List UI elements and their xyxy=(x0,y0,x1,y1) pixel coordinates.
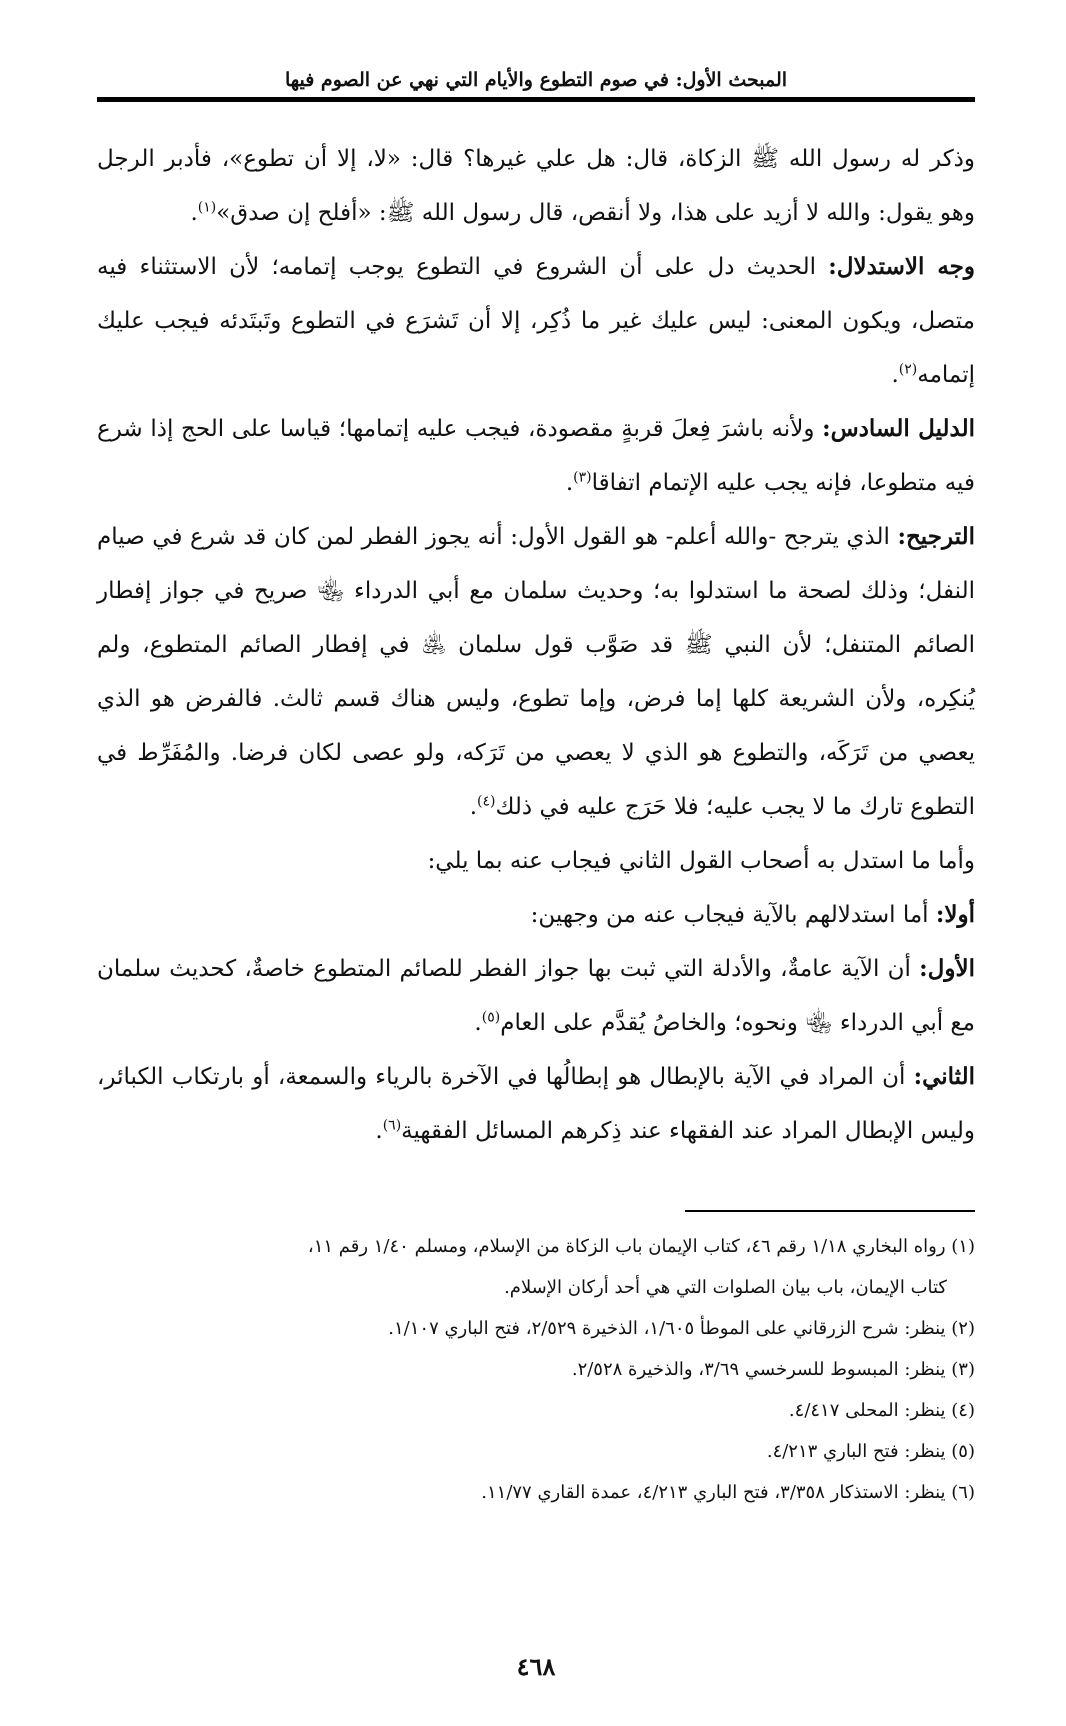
footnote-item xyxy=(97,1308,975,1349)
paragraph-text: وذكر له رسول الله ﷺ الزكاة، قال: هل علي غيرها؟ قال: «لا، إلا أن تطوع»، فأدبر الرجل وهو يقول: والله لا أزيد على هذا، ولا أنقص، قال رسول الله ﷺ: «أفلح إن صدق» xyxy=(97,146,975,226)
paragraph-text: أما استدلالهم بالآية فيجاب عنه من وجهين: xyxy=(530,902,936,928)
paragraph-hadith-continuation: وذكر له رسول الله ﷺ الزكاة، قال: هل علي غيرها؟ قال: «لا، إلا أن تطوع»، فأدبر الرجل وهو يقول: والله لا أزيد على هذا، ولا أنقص، قال رسول الله ﷺ: «أفلح إن صدق»$^{(١)}$. xyxy=(97,146,975,226)
paragraph-text: الذي يترجح -والله أعلم- هو القول الأول: أنه يجوز الفطر لمن كان قد شرع في صيام النفل؛ وذلك لصحة ما استدلوا به؛ وحديث سلمان مع أبي الدرداء ﵄ صريح في جواز إفطار الصائم المتنفل؛ لأن النبي ﷺ قد صَوَّب قول سلمان ﵁ في إفطار الصائم المتطوع، ولم يُنكِره، ولأن الشريعة كلها إما فرض، وإما تطوع، وليس هناك قسم ثالث. فالفرض هو الذي يعصي من تَرَكَه، والتطوع هو الذي لا يعصي من تَرَكه، ولو عصى لكان فرضا. والمُفَرِّط في التطوع تارك ما لا يجب عليه؛ فلا حَرَج عليه في ذلك xyxy=(97,524,975,820)
header-rule xyxy=(97,97,975,102)
footnote-text: ينظر: شرح الزرقاني على الموطأ ١/٦٠٥، الذخيرة ٢/٥٢٩، فتح الباري ١/١٠٧. xyxy=(388,1318,946,1339)
paragraph-term: أولا: xyxy=(935,901,975,928)
footnote-text: ينظر: المحلى ٤/٤١٧. xyxy=(788,1400,946,1421)
footnote-number: (١) xyxy=(951,1236,975,1257)
paragraph-text: أن المراد في الآية بالإبطال هو إبطالُها في الآخرة بالرياء والسمعة، أو بارتكاب الكبائر، وليس الإبطال المراد عند الفقهاء عند ذِكرهم المسائل الفقهية xyxy=(97,1064,975,1144)
footnote-number: (٣) xyxy=(951,1359,975,1380)
paragraph-second-aspect: الثاني: أن المراد في الآية بالإبطال هو إبطالُها في الآخرة بالرياء والسمعة، أو بارتكاب الكبائر، وليس الإبطال المراد عند الفقهاء عند ذِكرهم المسائل الفقهية$^{(٦)}$. xyxy=(97,1063,975,1144)
paragraph-term: الأول: xyxy=(919,955,975,982)
footnotes xyxy=(97,1226,975,1513)
footnote-number: (٥) xyxy=(951,1441,975,1462)
paragraph-text: أن الآية عامةٌ، والأدلة التي ثبت بها جواز الفطر للصائم المتطوع خاصةٌ، كحديث سلمان مع أبي الدرداء ﵄ ونحوه؛ والخاصُ يُقدَّم على العام xyxy=(97,956,975,1036)
footnote-item xyxy=(97,1226,975,1308)
footnote-ref[interactable]: (٥) xyxy=(481,1009,501,1026)
footnote-text: ينظر: الاستذكار ٣/٣٥٨، فتح الباري ٤/٢١٣، عمدة القاري ١١/٧٧. xyxy=(481,1482,946,1503)
paragraph-first-aspect: الأول: أن الآية عامةٌ، والأدلة التي ثبت بها جواز الفطر للصائم المتطوع خاصةٌ، كحديث سلمان مع أبي الدرداء ﵄ ونحوه؛ والخاصُ يُقدَّم على العام$^{(٥)}$. xyxy=(97,955,975,1036)
footnote-number: (٢) xyxy=(951,1318,975,1339)
paragraph-text: وأما ما استدل به أصحاب القول الثاني فيجاب عنه بما يلي: xyxy=(427,848,975,874)
paragraph-wajh-al-istidlal: وجه الاستدلال: الحديث دل على أن الشروع في التطوع يوجب إتمامه؛ لأن الاستثناء فيه متصل، ويكون المعنى: ليس عليك غير ما ذُكِر، إلا أن تَشرَع في التطوع وتَبتَدئه فيجب عليك إتمامه$^{(٢)}$. xyxy=(97,253,975,388)
paragraph-tarjih: الترجيح: الذي يترجح -والله أعلم- هو القول الأول: أنه يجوز الفطر لمن كان قد شرع في صيام النفل؛ وذلك لصحة ما استدلوا به؛ وحديث سلمان مع أبي الدرداء ﵄ صريح في جواز إفطار الصائم المتنفل؛ لأن النبي ﷺ قد صَوَّب قول سلمان ﵁ في إفطار الصائم المتطوع، ولم يُنكِره، ولأن الشريعة كلها إما فرض، وإما تطوع، وليس هناك قسم ثالث. فالفرض هو الذي يعصي من تَرَكَه، والتطوع هو الذي لا يعصي من تَرَكه، ولو عصى لكان فرضا. والمُفَرِّط في التطوع تارك ما لا يجب عليه؛ فلا حَرَج عليه في ذلك$^{(٤)}$. xyxy=(97,523,975,820)
paragraph-term: الدليل السادس: xyxy=(822,415,975,442)
footnote-number: (٤) xyxy=(951,1400,975,1421)
page-number: ٤٦٨ xyxy=(516,1652,556,1681)
footnote-rule xyxy=(685,1210,975,1212)
document-page xyxy=(97,64,975,1704)
footnote-ref[interactable]: (٤) xyxy=(477,793,496,810)
footnote-item xyxy=(97,1472,975,1513)
paragraph-sixth-evidence: الدليل السادس: ولأنه باشرَ فِعلَ قربةٍ مقصودة، فيجب عليه إتمامها؛ قياسا على الحج إذا شرع فيه متطوعا، فإنه يجب عليه الإتمام اتفاقا$^{(٣)}$. xyxy=(97,415,975,496)
footnote-ref[interactable]: (٣) xyxy=(573,469,592,486)
footnote-ref[interactable]: (١) xyxy=(197,199,217,216)
footnote-text: رواه البخاري ١/١٨ رقم ٤٦، كتاب الإيمان باب الزكاة من الإسلام، ومسلم ١/٤٠ رقم ١١، xyxy=(307,1236,946,1257)
footnote-continuation: كتاب الإيمان، باب بيان الصلوات التي هي أحد أركان الإسلام. xyxy=(504,1277,947,1298)
footnote-number: (٦) xyxy=(951,1482,975,1503)
footnote-item xyxy=(97,1349,975,1390)
paragraph-first-point xyxy=(97,888,975,942)
footnote-ref[interactable]: (٢) xyxy=(898,361,918,378)
footnote-item xyxy=(97,1431,975,1472)
footnote-item xyxy=(97,1390,975,1431)
paragraph-term: الثاني: xyxy=(913,1063,975,1090)
footnote-text: ينظر: فتح الباري ٤/٢١٣. xyxy=(766,1441,946,1462)
paragraph-response-intro xyxy=(97,834,975,888)
paragraph-term: وجه الاستدلال: xyxy=(828,253,975,280)
footnote-text: ينظر: المبسوط للسرخسي ٣/٦٩، والذخيرة ٢/٥٢٨. xyxy=(571,1359,946,1380)
paragraph-text: ولأنه باشرَ فِعلَ قربةٍ مقصودة، فيجب عليه إتمامها؛ قياسا على الحج إذا شرع فيه متطوعا، فإنه يجب عليه الإتمام اتفاقا xyxy=(97,416,975,496)
body-text xyxy=(97,132,975,1158)
paragraph-text: الحديث دل على أن الشروع في التطوع يوجب إتمامه؛ لأن الاستثناء فيه متصل، ويكون المعنى: ليس عليك غير ما ذُكِر، إلا أن تَشرَع في التطوع وتَبتَدئه فيجب عليك إتمامه xyxy=(97,254,975,388)
running-header: المبحث الأول: في صوم التطوع والأيام التي نهي عن الصوم فيها xyxy=(284,69,788,91)
footnote-ref[interactable]: (٦) xyxy=(382,1117,402,1134)
paragraph-term: الترجيح: xyxy=(897,523,975,550)
